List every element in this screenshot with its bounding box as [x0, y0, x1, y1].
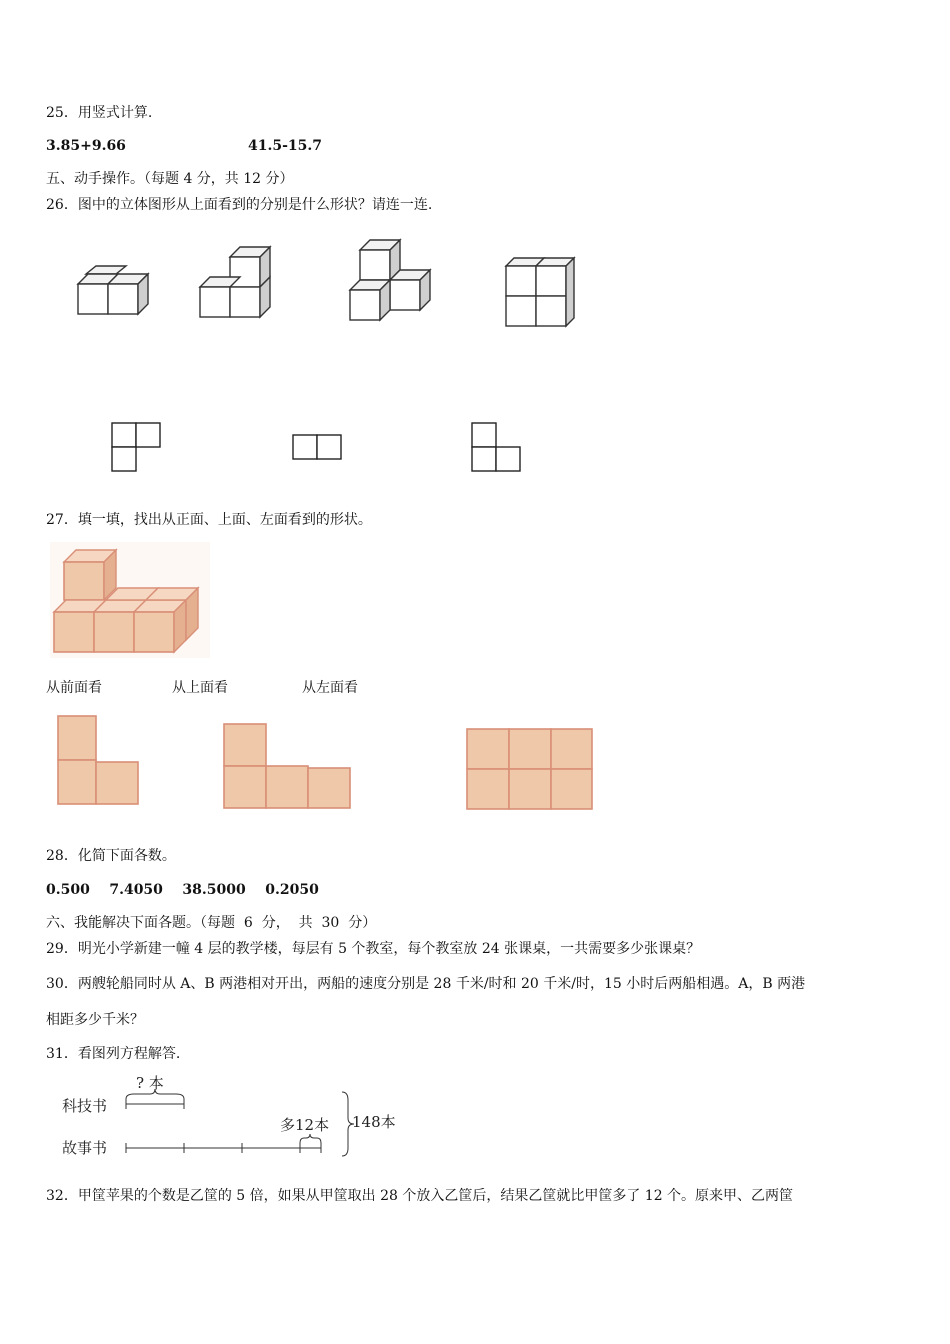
q26-solid-2	[192, 245, 282, 325]
q31-title: 31．看图列方程解答.	[46, 1046, 181, 1062]
q27-view-shape-2	[220, 722, 355, 812]
q26-top-view-1	[110, 420, 170, 476]
q31-story-book-label: 故事书	[62, 1139, 108, 1157]
q25-title: 25．用竖式计算.	[46, 105, 153, 121]
q27-view-shape-1	[54, 712, 144, 808]
section-6-heading: 六、我能解决下面各题。（每题 6 分， 共 30 分）	[46, 915, 377, 931]
q26-solid-3	[344, 238, 444, 328]
q31-unknown-label: ? 本	[136, 1074, 164, 1092]
q31-line-diagram	[56, 1068, 416, 1168]
q32-text: 32．甲筐苹果的个数是乙筐的 5 倍，如果从甲筐取出 28 个放入乙筐后，结果乙筐就比甲筐多了 12 个。原来甲、乙两筐	[46, 1188, 794, 1204]
q27-title: 27．填一填，找出从正面、上面、左面看到的形状。	[46, 512, 372, 528]
q26-solid-1	[70, 262, 160, 322]
q28-title: 28．化简下面各数。	[46, 848, 176, 864]
q28-numbers: 0.500 7.4050 38.5000 0.2050	[46, 882, 319, 898]
q30-text-line-1: 30．两艘轮船同时从 A、B 两港相对开出，两船的速度分别是 28 千米/时和 20 千米/时，15 小时后两船相遇。A，B 两港	[46, 976, 806, 992]
q26-top-view-3	[470, 420, 530, 476]
q31-more-label: 多12本	[280, 1116, 330, 1134]
q27-label-front: 从前面看	[46, 680, 102, 696]
q27-label-top: 从上面看	[172, 680, 228, 696]
q27-solid	[50, 542, 210, 658]
q25-expression-1: 3.85+9.66	[46, 138, 126, 154]
q29-text: 29．明光小学新建一幢 4 层的教学楼，每层有 5 个教室，每个教室放 24 张课桌，一共需要多少张课桌？	[46, 941, 701, 957]
q26-solid-4	[500, 252, 590, 332]
q30-text-line-2: 相距多少千米？	[46, 1012, 144, 1028]
q31-tech-book-label: 科技书	[62, 1097, 108, 1115]
q26-top-view-2	[290, 432, 350, 464]
q31-total-label: 148本	[352, 1113, 396, 1131]
section-5-heading: 五、动手操作。（每题 4 分，共 12 分）	[46, 171, 294, 187]
q25-expression-2: 41.5-15.7	[248, 138, 323, 154]
q27-view-shape-3	[464, 726, 596, 812]
q27-label-left: 从左面看	[302, 680, 358, 696]
q26-title: 26．图中的立体图形从上面看到的分别是什么形状？请连一连.	[46, 197, 433, 213]
